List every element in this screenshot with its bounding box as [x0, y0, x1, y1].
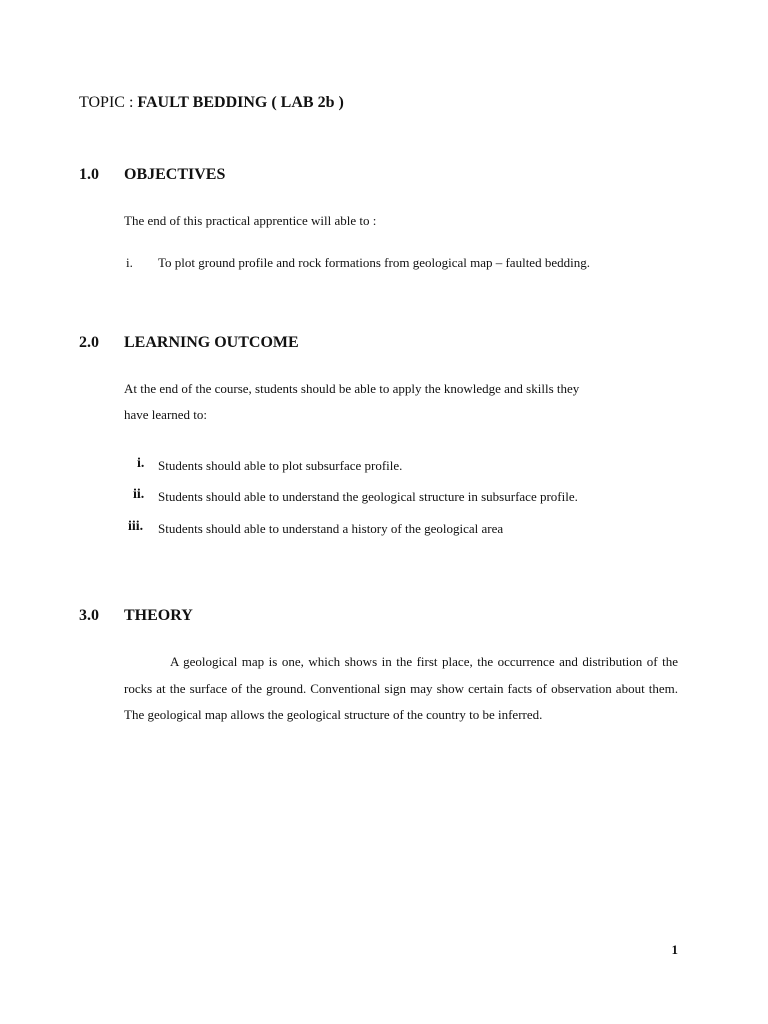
outcome-item-marker: iii. — [128, 519, 144, 534]
section-title: LEARNING OUTCOME — [124, 334, 299, 351]
objectives-intro: The end of this practical apprentice will able to : — [124, 213, 377, 228]
learning-outcome-intro-line1: At the end of the course, students should be able to apply the knowledge and skills they — [124, 381, 580, 396]
outcome-item-marker: ii. — [133, 487, 145, 502]
theory-paragraph: A geological map is one, which shows in the first place, the occurrence and distribution of the rocks at the surface of the ground. Conventional sign may show certain facts of observation about them. The geological map allows the geological structure of the country to be inferred. — [124, 654, 678, 722]
section-title: OBJECTIVES — [124, 166, 226, 183]
section-number: 2.0 — [79, 334, 99, 351]
outcome-item-text: Students should able to understand the geological structure in subsurface profile. — [158, 489, 578, 504]
topic-line — [79, 94, 344, 112]
outcome-item-marker: i. — [137, 456, 145, 471]
topic-prefix: TOPIC : — [79, 94, 138, 111]
outcome-item-text: Students should able to plot subsurface profile. — [158, 458, 403, 473]
objectives-item-text: To plot ground profile and rock formations from geological map – faulted bedding. — [158, 255, 590, 270]
section-title: THEORY — [124, 607, 193, 624]
outcome-item-text: Students should able to understand a history of the geological area — [158, 521, 504, 536]
objectives-item-marker: i. — [126, 255, 133, 270]
section-number: 3.0 — [79, 607, 99, 624]
topic-title: FAULT BEDDING ( LAB 2b ) — [137, 94, 344, 111]
learning-outcome-intro-line2: have learned to: — [124, 407, 208, 422]
page-number: 1 — [671, 942, 678, 957]
section-number: 1.0 — [79, 166, 99, 183]
